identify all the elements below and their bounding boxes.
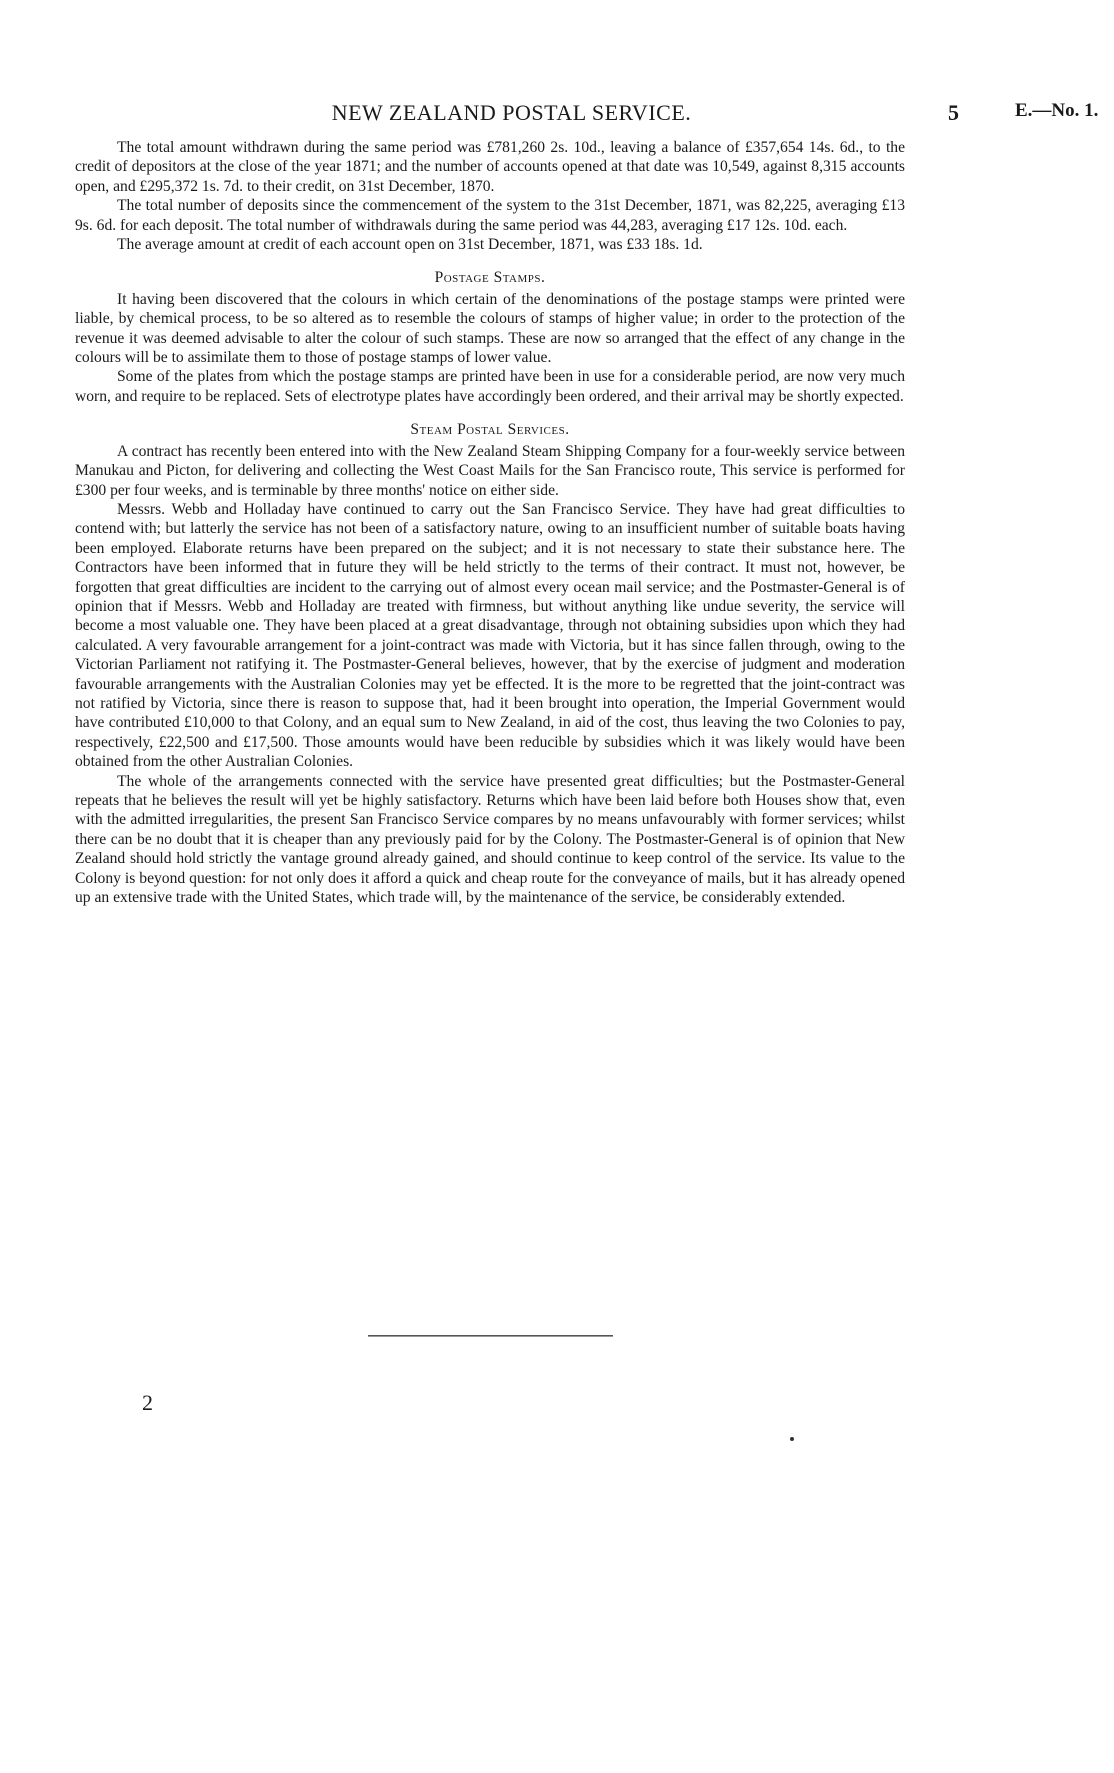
paragraph: The total number of deposits since the commencement of the system to the 31st December, 1871, was 82,225, averaging £13 9s. 6d. for each deposit. The total number of withdrawals during the same period was 44,283, averaging £17 12s. 10d. each. [75, 197, 905, 234]
ink-speck [790, 1437, 794, 1441]
page-title: NEW ZEALAND POSTAL SERVICE. [331, 100, 692, 125]
paragraph: Some of the plates from which the postage stamps are printed have been in use for a considerable period, are now very much worn, and require to be replaced. Sets of electrotype plates have accordingly been ordered, and their arrival may be shortly expected. [75, 368, 905, 405]
paragraph: The whole of the arrangements connected with the service have presented great difficulties; but the Postmaster-General repeats that he believes the result will yet be highly satisfactory. Returns which have been laid before both Houses show that, even with the admitted irregularities, the present San Francisco Service compares by no means unfavourably with former services; whilst there can be no doubt that it is cheaper than any previously paid for by the Colony. The Postmaster-General is of opinion that New Zealand should hold strictly the vantage ground already gained, and should continue to keep control of the service. Its value to the Colony is beyond question: for not only does it afford a quick and cheap route for the conveyance of mails, but it has already opened up an extensive trade with the United States, which trade will, by the maintenance of the service, be considerably extended. [75, 772, 905, 907]
paragraph: A contract has recently been entered into with the New Zealand Steam Shipping Company for a four-weekly service between Manukau and Picton, for delivering and collecting the West Coast Mails for the San Francisco route, This service is performed for £300 per four weeks, and is terminable by three months' notice on either side. [75, 442, 905, 499]
paragraph: It having been discovered that the colours in which certain of the denominations of the postage stamps were printed were liable, by chemical process, to be so altered as to resemble the colours of stamps of higher value; in order to the protection of the revenue it was deemed advisable to alter the colour of such stamps. These are now so arranged that the effect of any change in the colours will be to assimilate them to those of postage stamps of lower value. [75, 290, 905, 367]
document-reference: E.—No. 1. [1015, 100, 1099, 121]
paragraph: Messrs. Webb and Holladay have continued to carry out the San Francisco Service. They have had great difficulties to contend with; but latterly the service has not been of a satisfactory nature, owing to an insufficient number of suitable boats having been employed. Elaborate returns have been prepared on the subject; and it is not necessary to state their substance here. The Contractors have been informed that in future they will be held strictly to the terms of their contract. It must not, however, be forgotten that great difficulties are incident to the carrying out of almost every ocean mail service; and the Postmaster-General is of opinion that if Messrs. Webb and Holladay are treated with firmness, but without anything like undue severity, the service will become a most valuable one. They have been placed at a great disadvantage, through not obtaining subsidies upon which they had calculated. A very favourable arrangement for a joint-contract was made with Victoria, but it has since fallen through, owing to the Victorian Parliament not ratifying it. The Postmaster-General believes, however, that by the exercise of judgment and moderation favourable arrangements with the Australian Colonies may yet be effected. It is the more to be regretted that the joint-contract was not ratified by Victoria, since there is reason to suppose that, had it been brought into operation, the Imperial Government would have contributed £10,000 to that Colony, and an equal sum to New Zealand, in aid of the cost, thus leaving the two Colonies to pay, respectively, £22,500 and £17,500. Those amounts would have been reducible by subsidies which it was likely would have been obtained from the other Australian Colonies. [75, 500, 905, 771]
document-body [75, 138, 905, 907]
section-heading-postage-stamps: Postage Stamps. [434, 269, 546, 287]
paragraph: The average amount at credit of each account open on 31st December, 1871, was £33 18s. 1d. [117, 236, 703, 254]
divider-rule [368, 1335, 613, 1337]
paragraph: The total amount withdrawn during the same period was £781,260 2s. 10d., leaving a balance of £357,654 14s. 6d., to the credit of depositors at the close of the year 1871; and the number of accounts opened at that date was 10,549, against 8,315 accounts open, and £295,372 1s. 7d. to their credit, on 31st December, 1870. [75, 139, 905, 195]
page-number: 5 [948, 100, 959, 125]
section-heading-steam-postal-services: Steam Postal Services. [410, 421, 570, 439]
footer-number: 2 [142, 1390, 153, 1415]
page-header [75, 100, 1099, 130]
